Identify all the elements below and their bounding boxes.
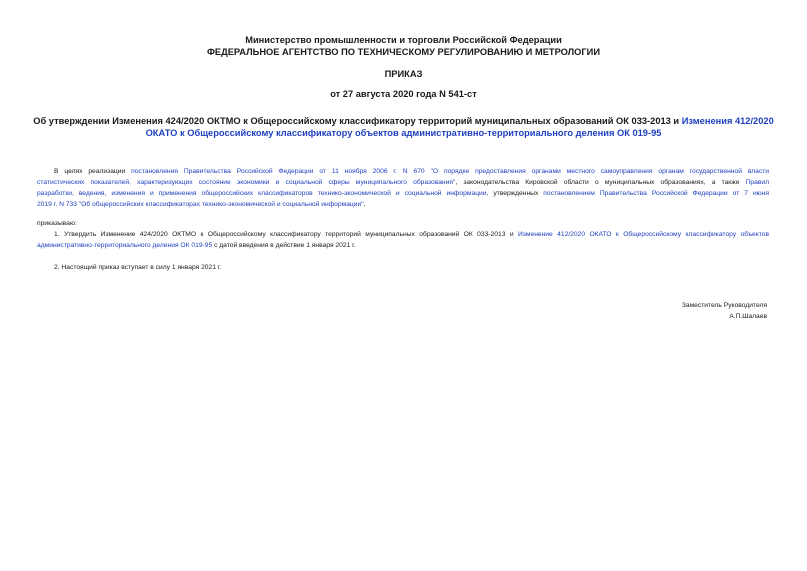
ministry-name: Министерство промышленности и торговли Российской Федерации	[245, 35, 562, 45]
paragraph-1-line2	[37, 177, 769, 188]
link-rules-cont[interactable]: разработки, ведения, изменения и применения общероссийских классификаторов технико-экономической и социальной информации	[37, 190, 487, 197]
paragraph-1-line1	[54, 166, 769, 177]
item1-text: 1. Утвердить Изменение 424/2020 ОКТМО к Общероссийскому классификатору территорий муниципальных образований ОК 033-2013 и	[54, 231, 518, 238]
signature-name: А.П.Шалаев	[729, 313, 767, 320]
paragraph-item1-line2	[37, 240, 356, 251]
agency-name: ФЕДЕРАЛЬНОЕ АГЕНТСТВО ПО ТЕХНИЧЕСКОМУ РЕГУЛИРОВАНИЮ И МЕТРОЛОГИИ	[206, 47, 601, 57]
link-resolution-670[interactable]: постановления Правительства Российской Федерации от 11 ноября 2006 г. N 670 "О порядке предоставления органами местного самоуправления органам государственной власти	[131, 168, 769, 175]
title-link-okato[interactable]: ОКАТО к Общероссийскому классификатору объектов административно-территориального деления ОК 019-95	[145, 128, 662, 138]
link-resolution-733[interactable]: постановлением Правительства Российской Федерации от 7 июня	[543, 190, 770, 197]
title-link-change-412[interactable]: Изменения 412/2020	[681, 116, 774, 126]
p1-start-text: В целях реализации	[54, 168, 132, 175]
document-date-number: от 27 августа 2020 года N 541-ст	[330, 89, 477, 99]
signature-position: Заместитель Руководителя	[681, 302, 767, 309]
paragraph-1-line3	[37, 188, 769, 199]
link-resolution-733-cont[interactable]: 2019 г. N 733 "Об общероссийских классификаторах технико-экономической и социальной информации"	[37, 201, 364, 208]
link-change-412[interactable]: Изменение 412/2020 ОКАТО к Общероссийскому классификатору объектов	[518, 231, 770, 238]
link-resolution-670-cont[interactable]: статистических показателей, характеризующих состояние экономики и социальной сферы муниципального образования"	[37, 179, 456, 186]
paragraph-item2: 2. Настоящий приказ вступает в силу 1 января 2021 г.	[54, 264, 222, 271]
link-change-412-cont[interactable]: административно-территориального деления ОК 019-95	[37, 242, 213, 249]
link-rules[interactable]: Правил	[745, 179, 769, 186]
title-text: Об утверждении Изменения 424/2020 ОКТМО к Общероссийскому классификатору территорий муниципальных образований ОК 033-2013 и	[33, 116, 682, 126]
p1-mid2-text: , утвержденных	[486, 190, 544, 197]
document-title-line1	[30, 115, 777, 127]
paragraph-1-line4	[37, 199, 365, 210]
order-word: приказываю:	[37, 220, 77, 227]
p1-end-text: ,	[363, 201, 366, 208]
paragraph-item1-line1	[54, 229, 769, 240]
document-type: ПРИКАЗ	[384, 69, 423, 79]
p1-mid-text: , законодательства Кировской области о муниципальных образованиях, а также	[455, 179, 746, 186]
item1-end-text: с датой введения в действие 1 января 2021 г.	[212, 242, 356, 249]
document-title-line2	[30, 127, 777, 139]
